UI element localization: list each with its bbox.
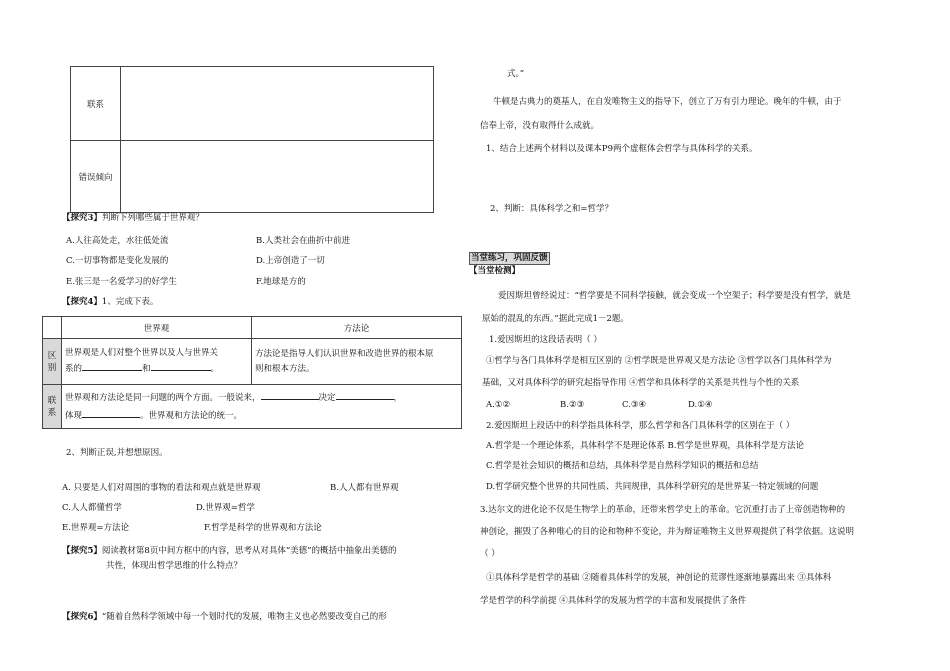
explore6-tag: 【探究6】: [62, 612, 102, 622]
mc1-choice-d: D.①④: [688, 400, 713, 410]
relation-table: [70, 66, 434, 213]
worldview-header: 世界观: [143, 323, 170, 334]
judge-title: 2、判断正误,并想想原因。: [66, 448, 168, 458]
diff-label: 区别: [47, 350, 57, 373]
method-def-line1: 方法论是指导人们认识世界和改造世界的根本原: [255, 348, 434, 359]
link-label-cell: [43, 385, 62, 429]
explore3-heading: [62, 212, 204, 224]
quote-end: 式。”: [507, 69, 525, 79]
link-text-c: ，: [393, 392, 403, 403]
judge-option-a: A. 只要是人们对周围的事物的看法和观点就是世界观: [62, 483, 261, 493]
einstein-line2: 原始的混乱的东西。”据此完成1－2题。: [482, 314, 629, 324]
link-blank-1[interactable]: [261, 390, 319, 400]
worldview-def-text-b: 和: [142, 364, 151, 374]
error-answer-cell[interactable]: [121, 141, 434, 213]
link-line1: [65, 389, 458, 407]
explore5-line2: 共性，体现出哲学思维的什么特点？: [106, 561, 243, 571]
explore3-option-f: F.地球是方的: [256, 277, 306, 287]
error-row-label: 错误倾向: [78, 172, 113, 183]
mc1-choice-a: A.①②: [486, 400, 511, 410]
explore5-line1: [62, 545, 397, 557]
section-subtitle: 【当堂检测】: [469, 266, 521, 276]
diff-label-cell: [43, 339, 62, 385]
explore4-question: 1、完成下表。: [101, 297, 159, 307]
explore6-line1: [62, 611, 387, 623]
explore3-question: 判断下列哪些属于世界观？: [101, 213, 204, 223]
mc1-line1: ①哲学与各门具体科学是相互区别的 ②哲学既是世界观又是方法论 ③哲学以各门具体科学为: [486, 356, 832, 366]
worldview-blank-1[interactable]: [82, 361, 142, 371]
mc2-option-c: C.哲学是社会知识的概括和总结，具体科学是自然科学知识的概括和总结: [486, 461, 759, 471]
mc3-line2: 神创论，摧毁了各种唯心的目的论和物种不变论，并为辩证唯物主义世界观提供了科学依据。这说明: [480, 527, 855, 537]
link-text-b: 决定: [318, 392, 336, 403]
mc2-option-ab: A.哲学是一个理论体系，具体科学不是理论体系 B.哲学是世界观，具体科学是方法论: [486, 441, 804, 451]
explore3-option-c: C.一切事物都是变化发展的: [66, 256, 169, 266]
explore3-tag: 【探究3】: [62, 213, 102, 223]
method-header-cell: [252, 317, 462, 339]
worldview-def-text-c: 。: [210, 364, 220, 374]
worldview-blank-2[interactable]: [151, 361, 211, 371]
mc1-stem: 1.爱因斯坦的这段话表明（ ）: [489, 335, 602, 345]
mc2-option-d: D.哲学研究整个世界的共同性质、共同规律，具体科学研究的是世界某一特定领域的问题: [486, 482, 819, 492]
judge-option-e: E.世界观=方法论: [62, 523, 130, 533]
method-def-line2: 则和根本方法。: [255, 363, 315, 374]
mc3-options-line2: 学是哲学的科学前提 ④具体科学的发展为哲学的丰富和发展提供了条件: [480, 596, 747, 606]
worldview-def-cell: [62, 339, 252, 385]
question-1: 1、结合上述两个材料以及课本P9两个虚框体会哲学与具体科学的关系。: [486, 144, 758, 154]
method-def-cell: [252, 339, 462, 385]
link-text-a: 世界观和方法论是同一问题的两个方面。一般说来，: [65, 392, 261, 403]
link-line2: [65, 407, 458, 425]
explore3-option-d: D.上帝创造了一切: [256, 256, 325, 266]
question-2: 2、判断：具体科学之和=哲学？: [490, 204, 614, 214]
explore3-option-b: B.人类社会在曲折中前进: [256, 236, 350, 246]
mc3-paren: （ ）: [480, 549, 500, 559]
relation-row-label: 联系: [86, 99, 104, 110]
mc1-choice-c: C.③④: [622, 400, 647, 410]
link-text-e: 。世界观和方法论的统一。: [140, 410, 243, 421]
worldview-def-text-a: 系的: [65, 364, 83, 374]
judge-option-c: C.人人都懂哲学: [62, 503, 122, 513]
worldview-header-cell: [62, 317, 252, 339]
worldview-def-line2: [65, 361, 248, 377]
error-label-cell: [71, 141, 121, 213]
mc1-line2: 基础，又对具体科学的研究起指导作用 ④哲学和具体科学的关系是共性与个性的关系: [482, 378, 800, 388]
explore4-heading: [62, 296, 158, 308]
section-title: 当堂练习，巩固反馈: [471, 253, 548, 263]
explore5-text1: 阅读教材第8页中间方框中的内容，思考从对具体“美德”的概括中抽象出美德的: [101, 546, 397, 556]
newton-line1: 牛顿是古典力的奠基人，在自发唯物主义的指导下，创立了万有引力理论。晚年的牛顿，由于: [493, 97, 842, 107]
worldview-table: [42, 316, 462, 429]
link-cell: [62, 385, 462, 429]
link-blank-3[interactable]: [82, 408, 140, 418]
mc3-line1: 3.达尔文的进化论不仅是生物学上的革命，还带来哲学史上的革命。它沉重打击了上帝创造物种的: [480, 505, 846, 515]
relation-label-cell: [71, 67, 121, 141]
judge-option-d: D.世界观=哲学: [196, 503, 255, 513]
explore4-tag: 【探究4】: [62, 297, 102, 307]
worldview-def-line1: 世界观是人们对整个世界以及人与世界关: [65, 348, 219, 358]
einstein-line1: 爱因斯坦曾经说过：“哲学要是不同科学接触，就会变成一个空架子；科学要是没有哲学，就是: [498, 291, 851, 301]
judge-option-f: F.哲学是科学的世界观和方法论: [204, 523, 322, 533]
method-header: 方法论: [343, 323, 370, 334]
mc1-choice-b: B.②③: [560, 400, 585, 410]
link-text-d: 体现: [65, 410, 83, 421]
mc3-options-line1: ①具体科学是哲学的基础 ②随着具体科学的发展，神创论的荒谬性逐渐地暴露出来 ③具体科: [486, 573, 832, 583]
link-label: 联系: [47, 395, 57, 418]
link-blank-2[interactable]: [336, 390, 394, 400]
newton-line2: 信奉上帝，没有取得什么成就。: [480, 121, 600, 131]
mc2-stem: 2.爱因斯坦上段话中的科学指具体科学，那么哲学和各门具体科学的区别在于（ ）: [486, 421, 795, 431]
relation-answer-cell[interactable]: [121, 67, 434, 141]
judge-option-b: B.人人都有世界观: [330, 483, 399, 493]
explore3-option-e: E.张三是一名爱学习的好学生: [66, 277, 177, 287]
corner-cell: [43, 317, 62, 339]
explore3-option-a: A.人往高处走，水往低处流: [66, 236, 169, 246]
explore6-text1: “随着自然科学领域中每一个划时代的发展，唯物主义也必然要改变自己的形: [101, 612, 387, 622]
explore5-tag: 【探究5】: [62, 546, 102, 556]
